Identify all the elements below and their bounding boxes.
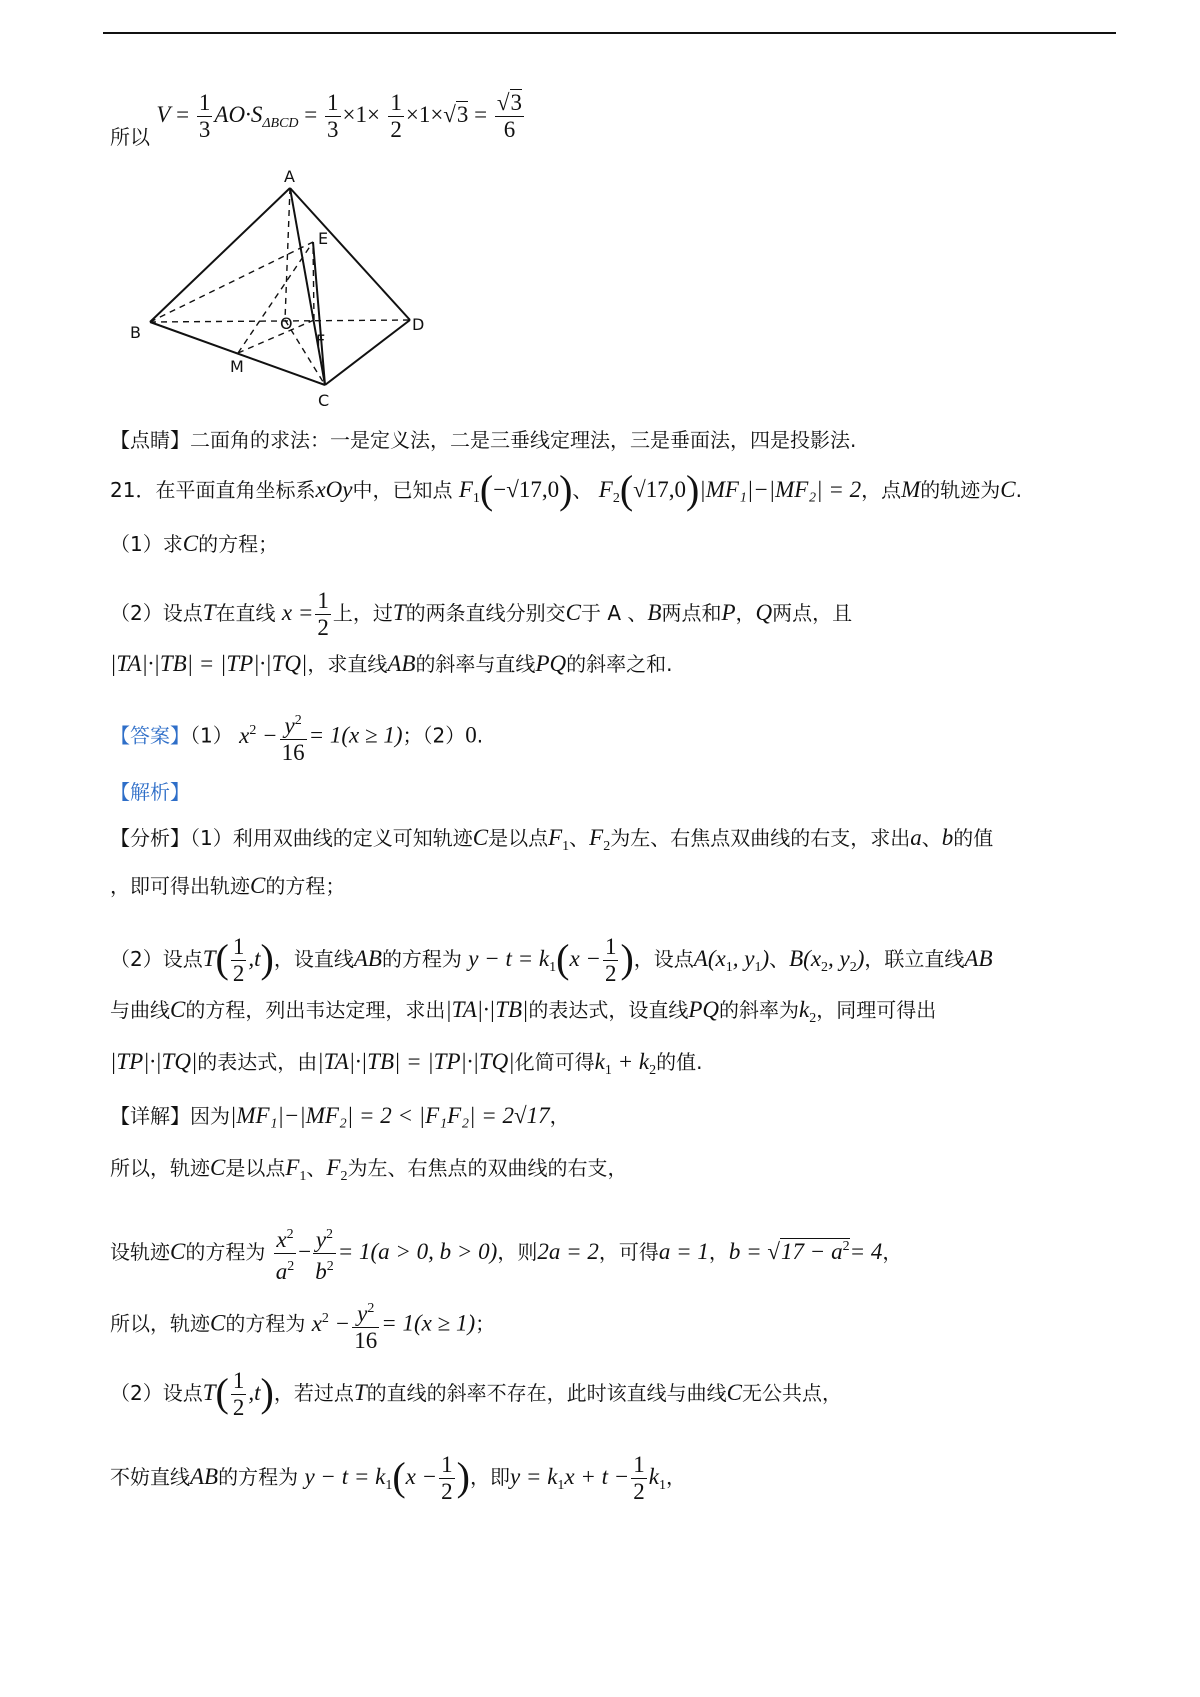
tip-label: 【点睛】 — [110, 428, 190, 452]
answer-equation-rhs: = 1(x ≥ 1) — [308, 722, 403, 748]
analysis-sub-label: 【分析】 — [110, 826, 190, 850]
ao-times-s: AO·S — [214, 102, 263, 127]
dashed-me — [238, 242, 313, 353]
curve-c: C — [1000, 477, 1016, 502]
vertex-label-m: M — [230, 357, 244, 376]
vertex-label-o: O — [280, 314, 293, 333]
fraction-one-half: $\frac{1}{2}$ — [390, 90, 402, 142]
line-ec — [313, 242, 325, 385]
question-number: 21． — [110, 478, 156, 502]
question-21-part-2-line-2: |TA|·|TB| = |TP|·|TQ|，求直线AB的斜率与直线PQ的斜率之和. — [110, 651, 673, 676]
focus-f2: F — [598, 477, 613, 502]
sqrt-three: 3 — [456, 102, 469, 127]
fraction-y2-16: $\frac{y^2}{16}$ — [280, 708, 307, 766]
analysis-label: 【解析】 — [110, 780, 190, 804]
vertex-label-b: B — [130, 323, 141, 342]
detail-inequality: |MF₁|−|MF₂| = 2 < |F₁F₂| = 2√17 — [230, 1103, 550, 1128]
vertex-label-c: C — [318, 391, 330, 410]
fraction-one-third: $\frac{1}{3}$ — [198, 90, 211, 142]
detail-line-4: 所以，轨迹C的方程为 $x^2$ − $\frac{y^2}{16}$ = 1(x ≥ 1)； — [110, 1296, 495, 1354]
answer-line: 【答案】（1） $x^2$ − $\frac{y^2}{16}$ = 1(x ≥ 1)；（2）0. — [110, 708, 483, 766]
edge-ac — [290, 188, 325, 385]
question-21-stem: 21．在平面直角坐标系xOy中，已知点 $F_1(-√17,0)$、 $F_2(√17,0)|MF_1|-|MF_2| = 2$，点M的轨迹为C. — [110, 467, 1022, 512]
volume-symbol: V — [156, 102, 171, 127]
tip-text: 二面角的求法：一是定义法，二是三垂线定理法，三是垂面法，四是投影法. — [190, 428, 857, 452]
detail-line-6: 不妨直线AB的方程为 $y - t = k_1(x$ − $\frac{1}{2}$ )，即$y = k_1x + t$ − $\frac{1}{2}$ $k_1$， — [110, 1452, 687, 1504]
analysis-line-1: 【分析】（1）利用双曲线的定义可知轨迹C是以点$F_1$、$F_2$为左、右焦点双曲线的右支，求出a、b的值 — [110, 825, 994, 854]
dashed-be — [150, 242, 313, 322]
edge-ad — [290, 188, 410, 320]
s-subscript: ΔBCD — [262, 116, 299, 131]
point-m: M — [901, 477, 921, 502]
fraction-result: $\frac{√3}{6}$ — [496, 90, 523, 142]
distance-condition: |MF₁|−|MF₂| = 2 — [699, 477, 862, 502]
detail-line-3: 设轨迹C的方程为 $\frac{x^2}{a^2}$ − $\frac{y^2}{b^2}$ = 1(a > 0, b > 0)，则2a = 2，可得a = 1，$b = √17 - a^2= 4$， — [110, 1222, 902, 1285]
curve-c: C — [182, 531, 199, 556]
pyramid-figure — [120, 170, 440, 410]
edge-dc — [325, 320, 410, 385]
detail-line-5: （2）设点T( $\frac{1}{2}$ ,t)，若过点T的直线的斜率不存在，此时该直线与曲线C无公共点， — [110, 1368, 842, 1420]
volume-prefix: 所以 — [110, 125, 150, 149]
fraction-one-half: $\frac{1}{2}$ — [317, 588, 329, 640]
vertex-label-f: F — [316, 331, 326, 350]
analysis-line-2: ，即可得出轨迹C的方程； — [110, 873, 346, 898]
vertex-label-a: A — [284, 170, 295, 186]
answer-label: 【答案】 — [110, 723, 190, 748]
analysis-line-3: （2）设点T( $\frac{1}{2}$ ,t)，设直线AB的方程为 $y - t = k_1(x$ − $\frac{1}{2}$ )，设点$A(x_1$, $y_1$)、$B(x_2$, $y_2$)，联立直线AB — [110, 934, 993, 986]
question-21-part-1: （1）求C的方程； — [110, 531, 279, 556]
analysis-line-5: |TP|·|TQ|的表达式，由|TA|·|TB| = |TP|·|TQ|化简可得$k_1 + k_2$的值. — [110, 1049, 703, 1078]
edge-ab — [150, 188, 290, 322]
focus-f1-coords: −√17,0 — [493, 477, 560, 502]
detail-label: 【详解】 — [110, 1104, 190, 1128]
top-rule — [103, 32, 1116, 34]
tip-line — [110, 426, 856, 454]
line-x-equals: x = — [281, 600, 314, 625]
dashed-fe — [313, 242, 314, 320]
fraction-one-third-b: $\frac{1}{3}$ — [327, 90, 339, 142]
answer-zero: 0 — [465, 722, 477, 748]
question-21-part-2-line-1: （2）设点T在直线 x = $\frac{1}{2}$ 上，过T的两条直线分别交C于 A 、B两点和P，Q两点，且 — [110, 588, 853, 640]
point-t: T — [202, 600, 216, 625]
focus-f2-coords: √17,0 — [633, 477, 687, 502]
vertex-label-e: E — [318, 229, 329, 248]
coordinate-system: xOy — [315, 477, 353, 502]
analysis-line-4: 与曲线C的方程，列出韦达定理，求出|TA|·|TB|的表达式，设直线PQ的斜率为$k_2$，同理可得出 — [110, 997, 937, 1026]
detail-line-1: 【详解】因为|MF₁|−|MF₂| = 2 < |F₁F₂| = 2√17， — [110, 1103, 570, 1128]
vertex-label-d: D — [412, 315, 425, 334]
volume-formula-line: 所以 V = $\frac{1}{3}$ $AO\cdot S_{\Delta BCD}$ = $\frac{1}{3}$ ×1× $\frac{1}{2}$ ×1×√3 = $\frac{√3}{6}$ — [110, 90, 523, 149]
focus-f1: F — [458, 477, 473, 502]
detail-line-2: 所以，轨迹C是以点$F_1$、$F_2$为左、右焦点的双曲线的右支， — [110, 1155, 628, 1184]
product-condition: |TA|·|TB| = |TP|·|TQ| — [110, 651, 308, 676]
